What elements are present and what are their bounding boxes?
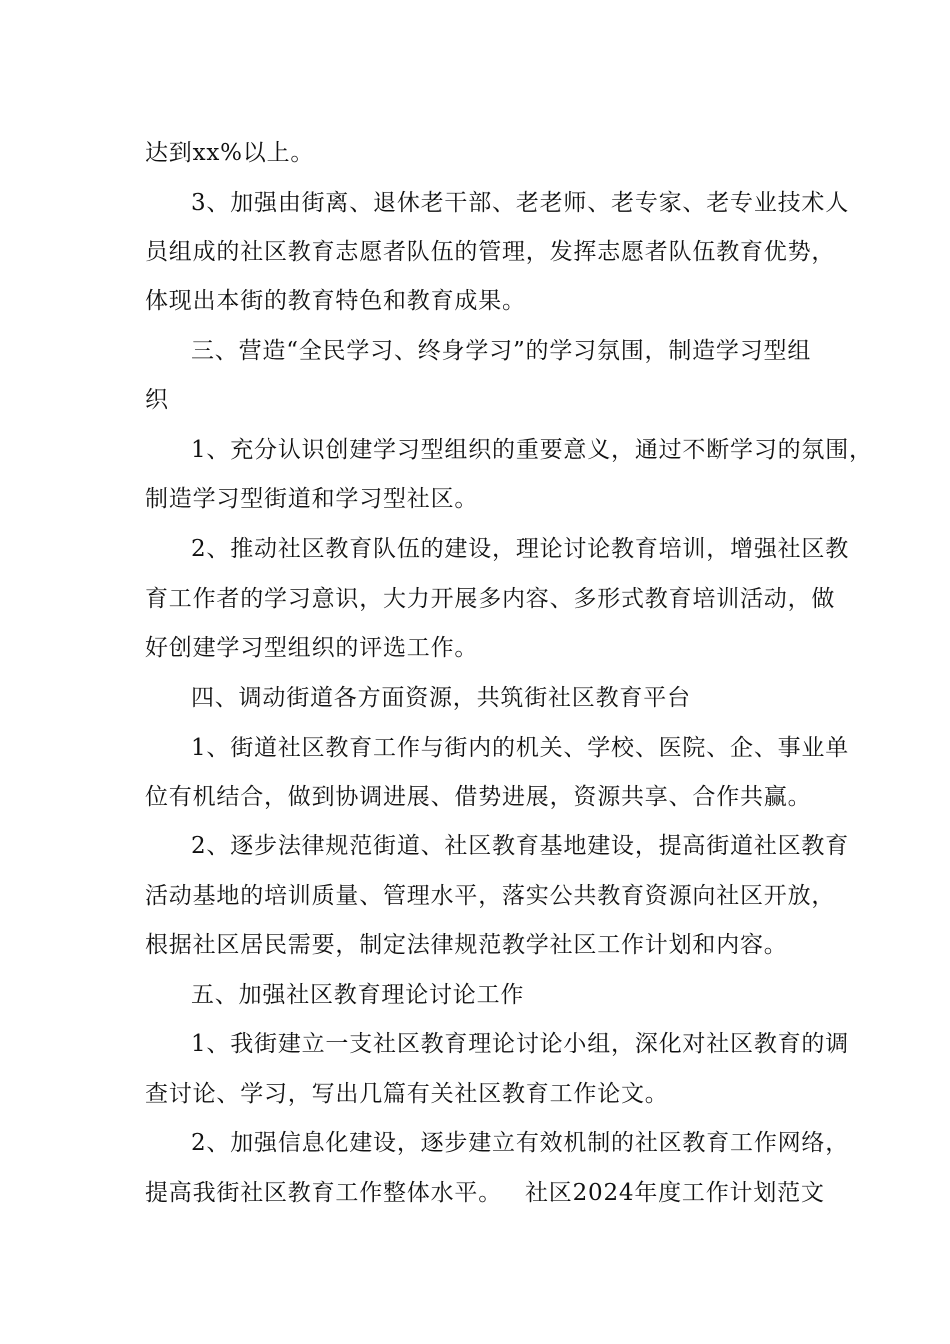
paragraph-line: 1、我街建立一支社区教育理论讨论小组，深化对社区教育的调	[191, 1031, 850, 1057]
text-line: 达到xx%以上。	[145, 140, 315, 166]
section-heading-4: 四、调动街道各方面资源，共筑街社区教育平台	[191, 685, 691, 711]
text-line: 员组成的社区教育志愿者队伍的管理，发挥志愿者队伍教育优势，	[145, 239, 836, 265]
text-line: 活动基地的培训质量、管理水平，落实公共教育资源向社区开放，	[145, 883, 836, 909]
text-line: 提高我街社区教育工作整体水平。	[145, 1180, 502, 1206]
paragraph-line: 1、充分认识创建学习型组织的重要意义，通过不断学习的氛围，	[191, 437, 873, 463]
section-heading-3-cont: 织	[145, 387, 169, 413]
document-title-trailing: 社区2024年度工作计划范文	[525, 1180, 825, 1206]
text-line: 查讨论、学习，写出几篇有关社区教育工作论文。	[145, 1081, 669, 1107]
paragraph-line: 1、街道社区教育工作与街内的机关、学校、医院、企、事业单	[191, 735, 850, 761]
section-heading-3: 三、营造“全民学习、终身学习”的学习氛围，制造学习型组	[191, 338, 812, 364]
paragraph-line: 2、推动社区教育队伍的建设，理论讨论教育培训，增强社区教	[191, 536, 850, 562]
text-line: 育工作者的学习意识，大力开展多内容、多形式教育培训活动，做	[145, 586, 836, 612]
text-line: 根据社区居民需要，制定法律规范教学社区工作计划和内容。	[145, 932, 788, 958]
section-heading-5: 五、加强社区教育理论讨论工作	[191, 982, 525, 1008]
paragraph-3-line: 3、加强由街离、退休老干部、老老师、老专家、老专业技术人	[191, 190, 850, 216]
paragraph-line: 2、逐步法律规范街道、社区教育基地建设，提高街道社区教育	[191, 833, 850, 859]
text-line: 位有机结合，做到协调进展、借势进展，资源共享、合作共赢。	[145, 784, 812, 810]
text-line: 制造学习型街道和学习型社区。	[145, 486, 479, 512]
text-line: 体现出本街的教育特色和教育成果。	[145, 288, 526, 314]
paragraph-line: 2、加强信息化建设，逐步建立有效机制的社区教育工作网络，	[191, 1130, 850, 1156]
text-line: 好创建学习型组织的评选工作。	[145, 635, 479, 661]
